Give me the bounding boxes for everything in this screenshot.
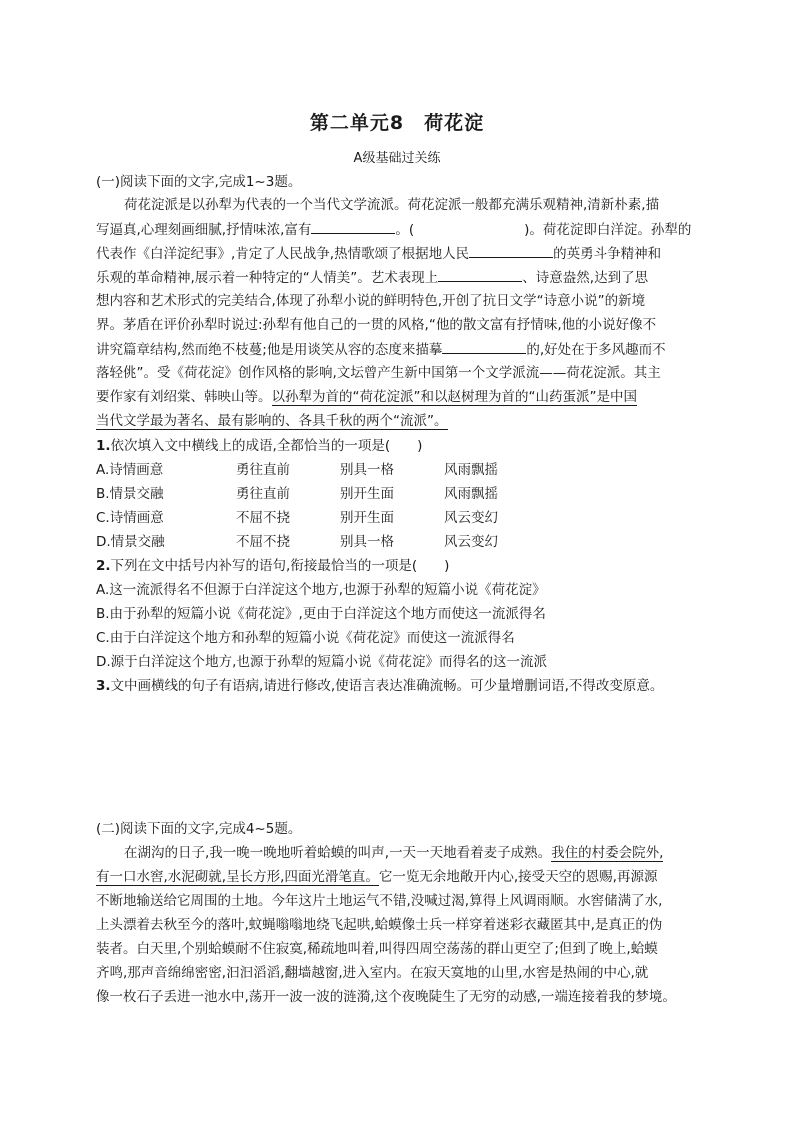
passage1-line: 想内容和艺术形式的完美结合,体现了孙犁小说的鲜明特色,开创了抗日文学“诗意小说”的新境: [96, 293, 646, 309]
passage1-line: 落轻佻”。受《荷花淀》创作风格的影响,文坛曾产生新中国第一个文学派流——荷花淀派。其主: [96, 365, 661, 381]
passage2-line: 齐鸣,那声音绵绵密密,汩汩滔滔,翻墙越窗,进入室内。在寂天寞地的山里,水窖是热闹的中心,就: [96, 965, 649, 981]
q1-option-d[interactable]: D.情景交融 不屈不挠 别具一格 风云变幻: [96, 534, 498, 550]
underlined-sentence: 当代文学最为著名、最有影响的、各具千秋的两个“流派”。: [96, 413, 448, 429]
passage1-line: 代表作《白洋淀纪事》,肯定了人民战争,热情歌颂了根据地人民 的英勇斗争精神和: [96, 243, 716, 264]
passage1-line: 写逼真,心理刻画细腻,抒情味浓,富有 。( )。荷花淀即白洋淀。孙犁的: [96, 219, 716, 240]
page-subtitle: A级基础过关练: [353, 151, 441, 166]
passage1-line: 荷花淀派是以孙犁为代表的一个当代文学流派。荷花淀派一般都充满乐观精神,清新朴素,描: [124, 197, 660, 213]
section2-heading: (二)阅读下面的文字,完成4~5题。: [96, 821, 302, 837]
passage1-line: [96, 411, 716, 431]
passage1-line: 讲究篇章结构,然而绝不枝蔓;他是用谈笑从容的态度来描摹 的,好处在于多风趣而不: [96, 339, 716, 360]
page-title: 第二单元8 荷花淀: [309, 112, 485, 134]
passage1-line: 要作家有刘绍棠、韩映山等。以孙犁为首的“荷花淀派”和以赵树理为首的“山药蛋派”是中国: [96, 389, 637, 405]
section1-heading: (一)阅读下面的文字,完成1~3题。: [96, 174, 302, 190]
fill-blank[interactable]: [438, 267, 522, 282]
passage2-line: 像一枚石子丢进一池水中,荡开一波一波的涟漪,这个夜晚陡生了无穷的动感,一端连接着我的梦境。: [96, 989, 676, 1005]
underlined-sentence: 有一口水窖,水泥砌就,呈长方形,四面光滑笔直。: [96, 869, 379, 885]
q2-option-a[interactable]: A.这一流派得名不但源于白洋淀这个地方,也源于孙犁的短篇小说《荷花淀》: [96, 582, 546, 598]
q1-option-c[interactable]: C.诗情画意 不屈不挠 别开生面 风云变幻: [96, 510, 498, 526]
q2-option-d[interactable]: D.源于白洋淀这个地方,也源于孙犁的短篇小说《荷花淀》而得名的这一流派: [96, 654, 547, 670]
passage1-line: 界。茅盾在评价孙犁时说过:孙犁有他自己的一贯的风格,“他的散文富有抒情味,他的小说好像不: [96, 317, 657, 333]
fill-blank[interactable]: [469, 243, 553, 258]
passage2-line: 不断地输送给它周围的土地。今年这片土地运气不错,没喊过渴,算得上风调雨顺。水窖储满了水,: [96, 893, 663, 909]
passage2-line: 在湖沟的日子,我一晚一晚地听着蛤蟆的叫声,一天一天地看着麦子成熟。我住的村委会院外,: [124, 845, 664, 861]
underlined-sentence: 以孙犁为首的“荷花淀派”和以赵树理为首的“山药蛋派”是中国: [271, 389, 637, 405]
passage2-line: 有一口水窖,水泥砌就,呈长方形,四面光滑笔直。它一览无余地敞开内心,接受天空的恩赐,再源源: [96, 869, 658, 885]
question-1: 1.依次填入文中横线上的成语,全都恰当的一项是( ): [96, 438, 423, 454]
q2-option-c[interactable]: C.由于白洋淀这个地方和孙犁的短篇小说《荷花淀》而使这一流派得名: [96, 630, 515, 646]
fill-blank[interactable]: [442, 339, 526, 354]
passage1-line: 乐观的革命精神,展示着一种特定的“人情美”。艺术表现上 、诗意盎然,达到了思: [96, 267, 716, 288]
passage2-line: 上头漂着去秋至今的落叶,蚊蝇嗡嗡地绕飞起哄,蛤蟆像士兵一样穿着迷彩衣藏匿其中,是真正的伪: [96, 917, 663, 933]
underlined-sentence: 我住的村委会院外,: [551, 845, 664, 861]
question-2: 2.下列在文中括号内补写的语句,衔接最恰当的一项是( ): [96, 558, 450, 574]
passage2-line: 装者。白天里,个别蛤蟆耐不住寂寞,稀疏地叫着,叫得四周空荡荡的群山更空了;但到了晚上,蛤蟆: [96, 941, 658, 957]
question-3: 3.文中画横线的句子有语病,请进行修改,使语言表达准确流畅。可少量增删词语,不得改变原意。: [96, 678, 664, 694]
q1-option-a[interactable]: A.诗情画意 勇往直前 别具一格 风雨飘摇: [96, 462, 498, 478]
q2-option-b[interactable]: B.由于孙犁的短篇小说《荷花淀》,更由于白洋淀这个地方而使这一流派得名: [96, 606, 546, 622]
q1-option-b[interactable]: B.情景交融 勇往直前 别开生面 风雨飘摇: [96, 486, 498, 502]
fill-blank[interactable]: [311, 219, 395, 234]
